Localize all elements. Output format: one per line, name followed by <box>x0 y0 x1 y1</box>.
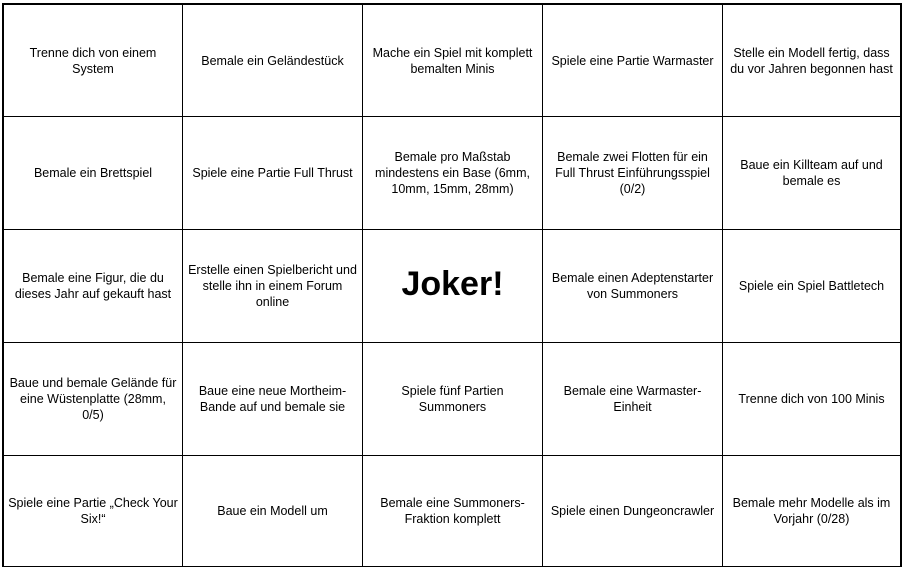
bingo-cell-r5c4: Spiele einen Dungeoncrawler <box>543 456 723 566</box>
bingo-cell-r1c2: Bemale ein Geländestück <box>183 5 363 117</box>
bingo-cell-r5c1: Spiele eine Partie „Check Your Six!“ <box>4 456 183 566</box>
bingo-cell-r3c4: Bemale einen Adeptenstarter von Summoners <box>543 230 723 343</box>
bingo-cell-r3c1: Bemale eine Figur, die du dieses Jahr auf gekauft hast <box>4 230 183 343</box>
bingo-cell-r1c1: Trenne dich von einem System <box>4 5 183 117</box>
joker-cell: Joker! <box>363 230 543 343</box>
bingo-cell-r4c1: Baue und bemale Gelände für eine Wüstenplatte (28mm, 0/5) <box>4 343 183 456</box>
bingo-cell-r2c2: Spiele eine Partie Full Thrust <box>183 117 363 230</box>
bingo-cell-r1c3: Mache ein Spiel mit komplett bemalten Minis <box>363 5 543 117</box>
bingo-cell-r2c3: Bemale pro Maßstab mindestens ein Base (6mm, 10mm, 15mm, 28mm) <box>363 117 543 230</box>
bingo-cell-r4c3: Spiele fünf Partien Summoners <box>363 343 543 456</box>
bingo-cell-r3c5: Spiele ein Spiel Battletech <box>723 230 900 343</box>
bingo-cell-r3c2: Erstelle einen Spielbericht und stelle ihn in einem Forum online <box>183 230 363 343</box>
bingo-board <box>2 3 902 567</box>
bingo-cell-r1c4: Spiele eine Partie Warmaster <box>543 5 723 117</box>
bingo-cell-r2c5: Baue ein Killteam auf und bemale es <box>723 117 900 230</box>
bingo-cell-r5c5: Bemale mehr Modelle als im Vorjahr (0/28) <box>732 496 891 526</box>
bingo-cell-r5c2: Baue ein Modell um <box>183 456 363 566</box>
bingo-cell-r4c4: Bemale eine Warmaster-Einheit <box>543 343 723 456</box>
bingo-cell-r1c5: Stelle ein Modell fertig, dass du vor Jahren begonnen hast <box>723 5 900 117</box>
bingo-cell-r5c3: Bemale eine Summoners-Fraktion komplett <box>363 456 543 566</box>
bingo-cell-r4c2: Baue eine neue Mortheim-Bande auf und bemale sie <box>183 343 363 456</box>
bingo-cell-r2c4: Bemale zwei Flotten für ein Full Thrust Einführungsspiel (0/2) <box>543 117 723 230</box>
bingo-cell-r4c5: Trenne dich von 100 Minis <box>723 343 900 456</box>
bingo-cell-r2c1: Bemale ein Brettspiel <box>4 117 183 230</box>
